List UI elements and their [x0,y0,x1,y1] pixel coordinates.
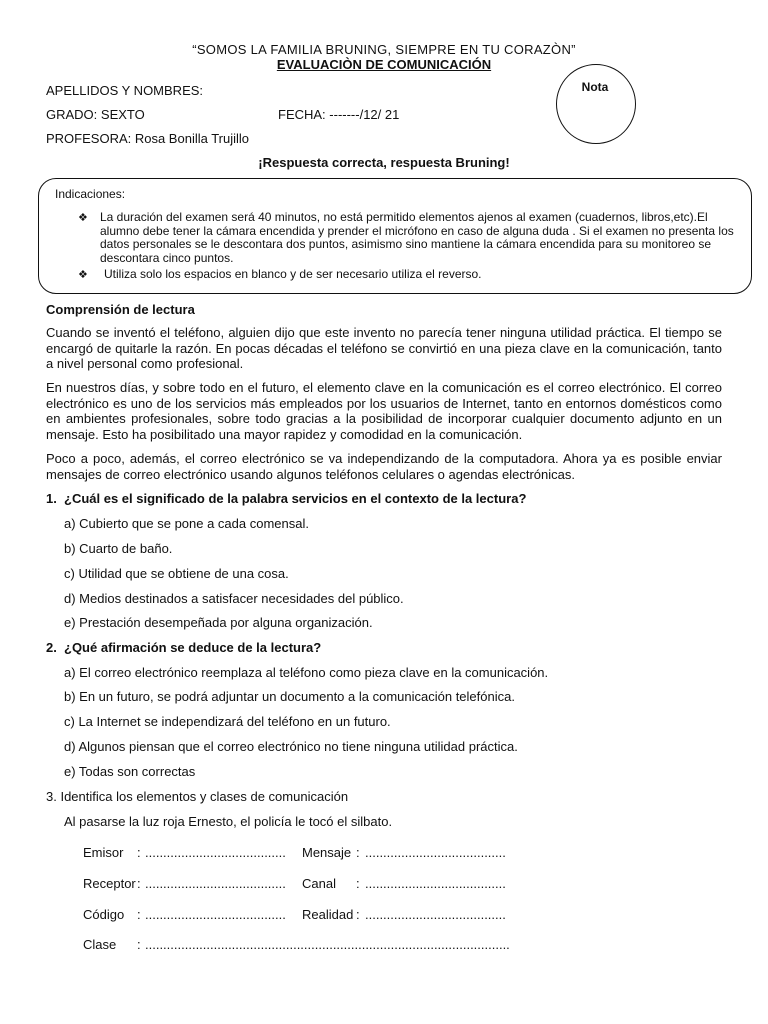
realidad-label: Realidad [302,907,354,922]
field-colon: : [137,876,141,891]
answer-option: b) En un futuro, se podrá adjuntar un documento a la comunicación telefónica. [64,689,515,704]
diamond-bullet-icon: ❖ [78,269,88,281]
instruction-item: Utiliza solo los espacios en blanco y de ser necesario utiliza el reverso. [104,267,482,281]
clase-label: Clase [83,937,117,952]
mensaje-label: Mensaje [302,845,352,860]
answer-option: d) Algunos piensan que el correo electrónico no tiene ninguna utilidad práctica. [64,739,518,754]
realidad-blank[interactable]: ....................................... [365,907,506,922]
instruction-item: La duración del examen será 40 minutos, no está permitido elementos ajenos al examen (cuadernos, libros,etc).El alumno debe tener la cámara encendida y prender el micrófono en caso de alguna duda . Si el examen no presenta los datos personales se le descontara dos puntos, asimismo sino mantiene la cámara encendida para su monitoreo se descontara cinco puntos. [100,210,734,265]
field-colon: : [356,876,360,891]
mensaje-blank[interactable]: ....................................... [365,845,506,860]
receptor-label: Receptor [83,876,136,891]
reading-paragraph: Cuando se inventó el teléfono, alguien dijo que este invento no parecía tener ninguna utilidad práctica. El tiempo se encargó de quitarle la razón. En pocas décadas el teléfono se convirtió en una pieza clave en la comunicación, tanto a nivel personal como profesional. [46,325,722,372]
answer-option: e) Todas son correctas [64,764,196,779]
answer-option: b) Cuarto de baño. [64,541,173,556]
answer-option: a) El correo electrónico reemplaza al teléfono como pieza clave en la comunicación. [64,665,549,680]
reading-paragraph: Poco a poco, además, el correo electrónico se va independizando de la computadora. Ahora ya es posible enviar mensajes de correo electrónico usando algunos teléfonos celulares o agendas electrónicas. [46,451,722,482]
question-number: 1. [46,491,57,506]
question3-title: 3. Identifica los elementos y clases de comunicación [46,789,349,804]
exam-title: EVALUACIÒN DE COMUNICACIÓN [276,57,492,72]
emisor-blank[interactable]: ....................................... [145,845,286,860]
answer-option: d) Medios destinados a satisfacer necesidades del público. [64,591,404,606]
slogan: ¡Respuesta correcta, respuesta Bruning! [258,155,510,170]
question3-sentence: Al pasarse la luz roja Ernesto, el policía le tocó el silbato. [64,814,393,829]
grade-circle [556,64,636,144]
field-colon: : [137,907,141,922]
answer-option: a) Cubierto que se pone a cada comensal. [64,516,309,531]
question-text: ¿Qué afirmación se deduce de la lectura? [64,640,322,655]
canal-label: Canal [302,876,336,891]
grade-circle-label: Nota [581,80,609,94]
teacher-name: PROFESORA: Rosa Bonilla Trujillo [46,131,250,146]
reading-paragraph: En nuestros días, y sobre todo en el futuro, el elemento clave en la comunicación es el correo electrónico. El correo electrónico es uno de los servicios más empleados por los usuarios de Internet, tanto en entornos domésticos como en ambientes profesionales, sobre todo gracias a la posibilidad de incorporar cualquier documento adjunto en un mensaje. Esto ha posibilitado una mayor rapidez y comodidad en la comunicación. [46,380,722,443]
field-colon: : [356,907,360,922]
receptor-blank[interactable]: ....................................... [145,876,286,891]
answer-option: e) Prestación desempeñada por alguna organización. [64,615,373,630]
canal-blank[interactable]: ....................................... [365,876,506,891]
clase-blank[interactable]: ..................................................................................................... [145,937,510,952]
codigo-label: Código [83,907,125,922]
question-number: 2. [46,640,57,655]
codigo-blank[interactable]: ....................................... [145,907,286,922]
question-text: ¿Cuál es el significado de la palabra servicios en el contexto de la lectura? [64,491,527,506]
instructions-label: Indicaciones: [55,187,126,201]
diamond-bullet-icon: ❖ [78,212,88,224]
emisor-label: Emisor [83,845,124,860]
field-colon: : [137,937,141,952]
answer-option: c) La Internet se independizará del teléfono en un futuro. [64,714,391,729]
school-motto: “SOMOS LA FAMILIA BRUNING, SIEMPRE EN TU CORAZÒN” [192,42,576,57]
grade-level: GRADO: SEXTO [46,107,145,122]
student-names-label: APELLIDOS Y NOMBRES: [46,83,204,98]
answer-option: c) Utilidad que se obtiene de una cosa. [64,566,289,581]
reading-heading: Comprensión de lectura [46,302,195,317]
exam-date: FECHA: -------/12/ 21 [278,107,400,122]
field-colon: : [137,845,141,860]
field-colon: : [356,845,360,860]
